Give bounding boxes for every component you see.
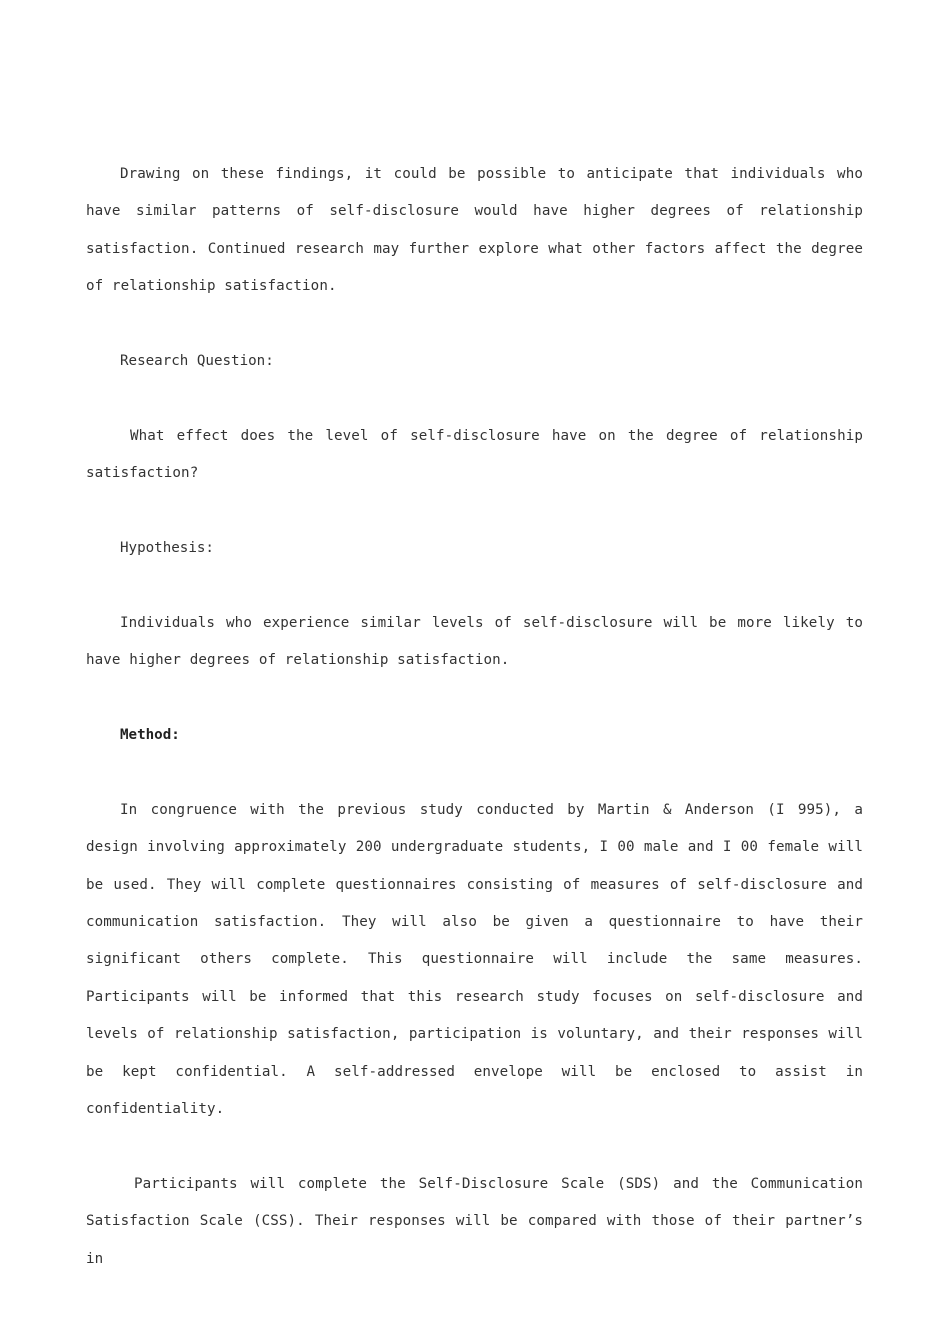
hypothesis-text: Individuals who experience similar levels of self-disclosure will be more likely to have higher degrees of relationship satisfaction. xyxy=(86,614,863,669)
document-page xyxy=(86,156,863,1278)
intro-paragraph: Drawing on these findings, it could be possible to anticipate that individuals who have similar patterns of self-disclosure would have higher degrees of relationship satisfaction. Continued research may further explore what other factors affect the degree of relationship satisfaction. xyxy=(86,166,863,295)
method-heading: Method: xyxy=(120,727,180,744)
spacer xyxy=(86,306,863,343)
method-paragraph: In congruence with the previous study conducted by Martin & Anderson (I 995), a design involving approximately 200 undergraduate students, I 00 male and I 00 female will be used. They will complete questionnaires consisting of measures of self-disclosure and communication satisfaction. They will also be given a questionnaire to have their significant others complete. This questionnaire will include the same measures. Participants will be informed that this research study focuses on self-disclosure and levels of relationship satisfaction, participation is voluntary, and their responses will be kept confidential. A self-addressed envelope will be enclosed to assist in confidentiality. xyxy=(86,801,863,1118)
spacer xyxy=(86,567,863,604)
spacer xyxy=(86,680,863,717)
research-question-heading: Research Question: xyxy=(120,353,274,370)
spacer xyxy=(86,493,863,530)
spacer xyxy=(86,754,863,791)
spacer xyxy=(86,1128,863,1165)
hypothesis-heading: Hypothesis: xyxy=(120,540,214,557)
method-paragraph-continued: Participants will complete the Self-Disclosure Scale (SDS) and the Communication Satisfaction Scale (CSS). Their responses will be compared with those of their partner’s in xyxy=(86,1175,863,1267)
research-question-text: What effect does the level of self-disclosure have on the degree of relationship satisfaction? xyxy=(86,427,863,482)
spacer xyxy=(86,380,863,417)
